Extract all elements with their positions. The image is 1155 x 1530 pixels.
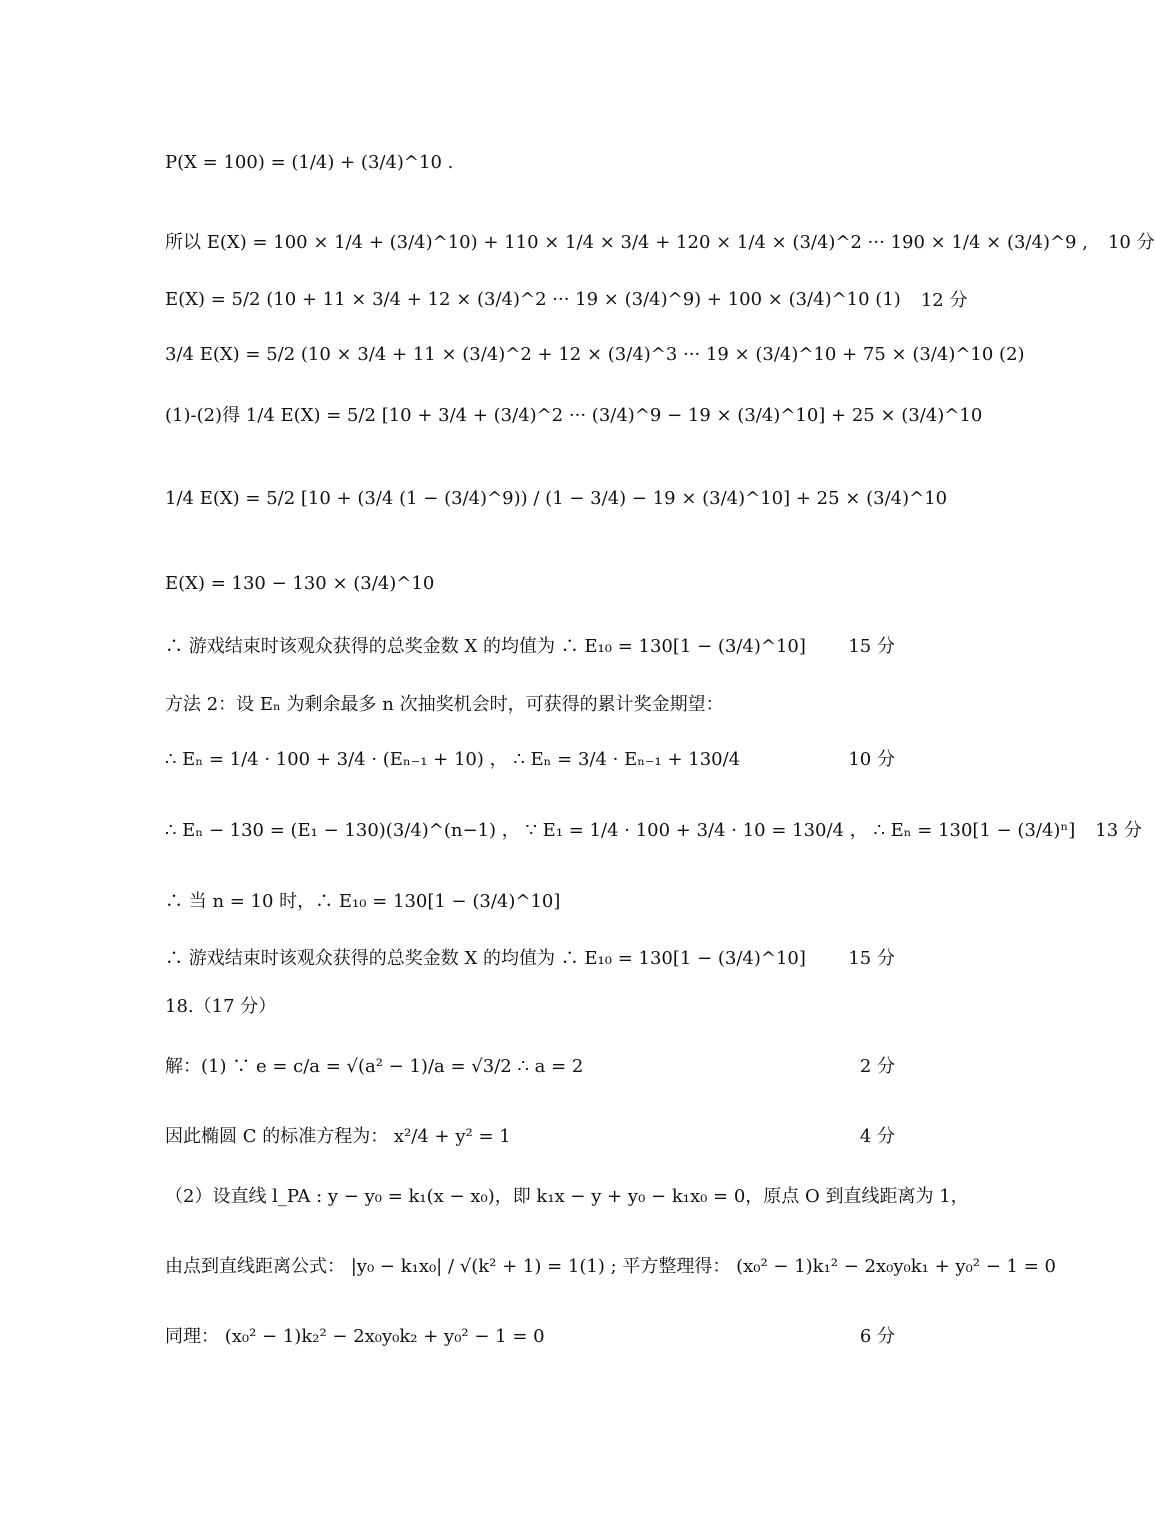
line-text: ∴ 当 n = 10 时，∴ E₁₀ = 130[1 − (3/4)^10] (165, 891, 561, 912)
ellipse-equation (165, 1122, 895, 1148)
line-definition (165, 1182, 969, 1208)
formula-equation-1 (165, 286, 968, 312)
line-text: 所以 E(X) = 100 × 1/4 + (3/4)^10) + 110 × 1/4 × 3/4 + 120 × 1/4 × (3/4)^2 ··· 190 × 1/4 × (3/4)^9 , (165, 232, 1088, 253)
score-label: 12 分 (920, 290, 968, 311)
problem-18-header (165, 992, 895, 1018)
line-text: E(X) = 130 − 130 × (3/4)^10 (165, 573, 435, 594)
solution-part-1 (165, 1052, 895, 1078)
formula-result (165, 573, 895, 594)
closed-form (165, 816, 1142, 842)
score-label: 10 分 (1107, 232, 1155, 253)
line-text: E(X) = 5/2 (10 + 11 × 3/4 + 12 × (3/4)^2 ··· 19 × (3/4)^9) + 100 × (3/4)^10 (1) (165, 288, 901, 310)
line-text: 同理： (x₀² − 1)k₂² − 2x₀y₀k₂ + y₀² − 1 = 0 (165, 1326, 545, 1347)
score-label: 13 分 (1095, 820, 1142, 841)
score-label: 2 分 (859, 1056, 895, 1077)
score-label: 15 分 (848, 948, 895, 969)
n-equals-10 (165, 887, 895, 913)
score-label: 6 分 (859, 1326, 895, 1347)
formula-expectation-sum (165, 228, 1155, 254)
score-label: 15 分 (848, 636, 895, 657)
line-text: ∴ Eₙ = 1/4 · 100 + 3/4 · (Eₙ₋₁ + 10) ， ∴ Eₙ = 3/4 · Eₙ₋₁ + 130/4 (165, 749, 741, 770)
line-text: 3/4 E(X) = 5/2 (10 × 3/4 + 11 × (3/4)^2 + 12 × (3/4)^3 ··· 19 × (3/4)^10 + 75 × (3/4)^10 (2) (165, 344, 1025, 365)
line-text: ∴ Eₙ − 130 = (E₁ − 130)(3/4)^(n−1) ， ∵ E₁ = 1/4 · 100 + 3/4 · 10 = 130/4 ， ∴ Eₙ = 130[1 − (3/4)ⁿ] (165, 820, 1076, 841)
score-label: 10 分 (848, 749, 895, 770)
method-2-intro (165, 690, 895, 716)
same-reasoning (165, 1322, 895, 1348)
line-text: ∴ 游戏结束时该观众获得的总奖金数 X 的均值为 ∴ E₁₀ = 130[1 − (3/4)^10] (165, 948, 806, 969)
line-text: 18.（17 分） (165, 996, 277, 1017)
conclusion-method-1 (165, 632, 895, 658)
line-text: ∴ 游戏结束时该观众获得的总奖金数 X 的均值为 ∴ E₁₀ = 130[1 − (3/4)^10] (165, 636, 806, 657)
line-text: 1/4 E(X) = 5/2 [10 + (3/4 (1 − (3/4)^9)) / (1 − 3/4) − 19 × (3/4)^10] + 25 × (3/4)^10 (165, 488, 948, 509)
line-text: 由点到直线距离公式： |y₀ − k₁x₀| / √(k² + 1) = 1(1) ; 平方整理得： (x₀² − 1)k₁² − 2x₀y₀k₁ + y₀² − 1 = 0 (165, 1256, 1056, 1277)
formula-subtract (165, 401, 983, 427)
line-text: 方法 2：设 Eₙ 为剩余最多 n 次抽奖机会时，可获得的累计奖金期望： (165, 694, 724, 715)
score-label: 4 分 (859, 1126, 895, 1147)
conclusion-method-2 (165, 944, 895, 970)
distance-formula (165, 1252, 1056, 1278)
line-text: (1)-(2)得 1/4 E(X) = 5/2 [10 + 3/4 + (3/4)^2 ··· (3/4)^9 − 19 × (3/4)^10] + 25 × (3/4)^10 (165, 405, 983, 426)
formula-equation-2 (165, 344, 1025, 365)
recurrence-formula (165, 745, 895, 771)
line-text: P(X = 100) = (1/4) + (3/4)^10 . (165, 152, 454, 173)
line-text: 因此椭圆 C 的标准方程为： x²/4 + y² = 1 (165, 1126, 511, 1147)
line-text: 解：(1) ∵ e = c/a = √(a² − 1)/a = √3/2 ∴ a = 2 (165, 1056, 584, 1077)
line-text: （2）设直线 l_PA : y − y₀ = k₁(x − x₀)，即 k₁x − y + y₀ − k₁x₀ = 0，原点 O 到直线距离为 1， (165, 1186, 969, 1207)
formula-geometric-sum (165, 488, 948, 509)
formula-p-x-100 (165, 152, 895, 173)
